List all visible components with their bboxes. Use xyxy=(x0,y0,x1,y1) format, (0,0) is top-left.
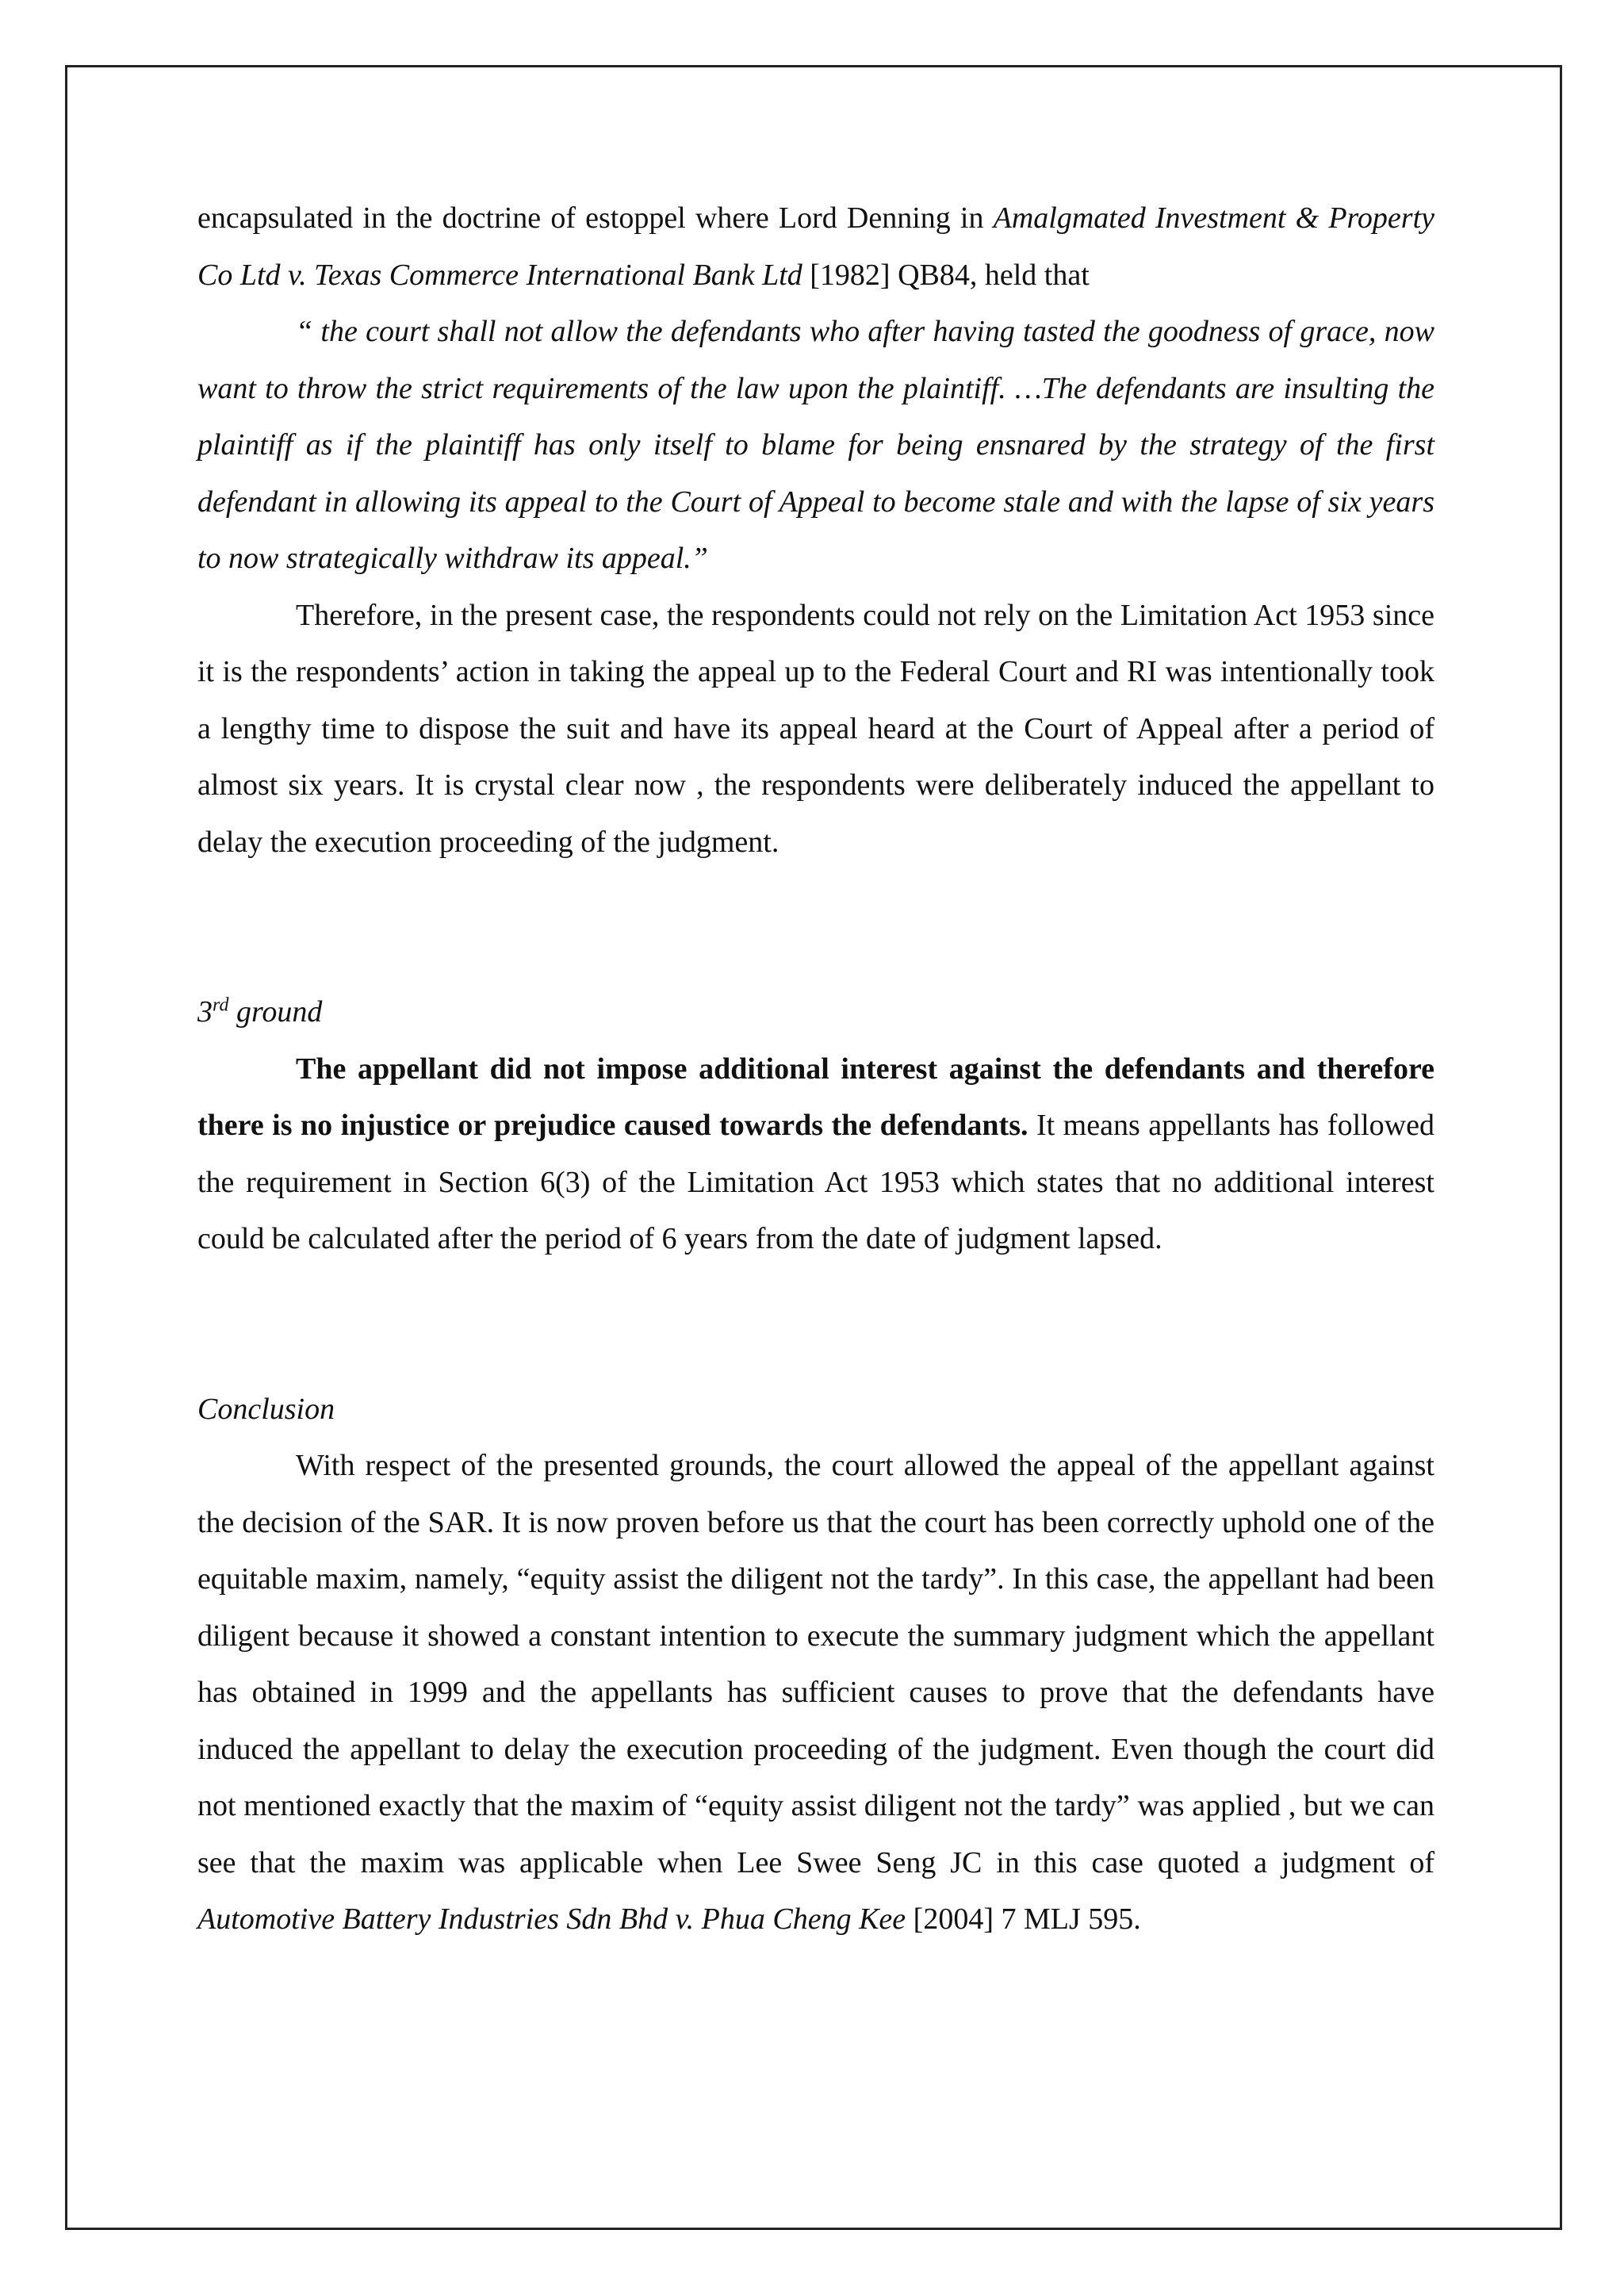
case-citation-automotive: Automotive Battery Industries Sdn Bhd v. Phua Cheng Kee xyxy=(197,1902,906,1936)
document-body xyxy=(197,190,1434,1948)
paragraph-third-ground: The appellant did not impose additional interest against the defendants and therefore there is no injustice or prejudice caused towards the defendants. It means appellants has followed the requirement in Section 6(3) of the Limitation Act 1953 which states that no additional interest could be calculated after the period of 6 years from the date of judgment lapsed. xyxy=(197,1052,1434,1255)
spacer xyxy=(197,1268,1434,1381)
spacer xyxy=(197,871,1434,984)
heading-conclusion: Conclusion xyxy=(197,1392,335,1426)
heading-third-ground: 3rd ground xyxy=(197,994,323,1029)
quote-denning: “ the court shall not allow the defendants who after having tasted the goodness of grace, now want to throw the strict requirements of the law upon the plaintiff. …The defendants are insulting the plaintiff as if the plaintiff has only itself to blame for being ensnared by the strategy of the first defendant in allowing its appeal to the Court of Appeal to become stale and with the lapse of six years to now strategically withdraw its appeal.” xyxy=(197,315,1434,575)
bold-statement: The appellant did not impose additional interest against the defendants and therefore there is no injustice or prejudice caused towards the defendants. xyxy=(197,1052,1434,1142)
case-citation-amalgamated: Amalgmated Investment & Property Co Ltd v. Texas Commerce International Bank Ltd xyxy=(197,201,1434,292)
paragraph-conclusion: With respect of the presented grounds, the court allowed the appeal of the appellant against the decision of the SAR. It is now proven before us that the court has been correctly uphold one of the equitable maxim, namely, “equity assist the diligent not the tardy”. In this case, the appellant had been diligent because it showed a constant intention to execute the summary judgment which the appellant has obtained in 1999 and the appellants has sufficient causes to prove that the defendants have induced the appellant to delay the execution proceeding of the judgment. Even though the court did not mentioned exactly that the maxim of “equity assist diligent not the tardy” was applied , but we can see that the maxim was applicable when Lee Swee Seng JC in this case quoted a judgment of Automotive Battery Industries Sdn Bhd v. Phua Cheng Kee [2004] 7 MLJ 595. xyxy=(197,1449,1434,1936)
paragraph-estoppel: encapsulated in the doctrine of estoppel where Lord Denning in Amalgmated Investment & Property Co Ltd v. Texas Commerce International Bank Ltd [1982] QB84, held that xyxy=(197,201,1434,292)
paragraph-limitation: Therefore, in the present case, the respondents could not rely on the Limitation Act 1953 since it is the respondents’ action in taking the appeal up to the Federal Court and RI was intentionally took a lengthy time to dispose the suit and have its appeal heard at the Court of Appeal after a period of almost six years. It is crystal clear now , the respondents were deliberately induced the appellant to delay the execution proceeding of the judgment. xyxy=(197,598,1434,859)
